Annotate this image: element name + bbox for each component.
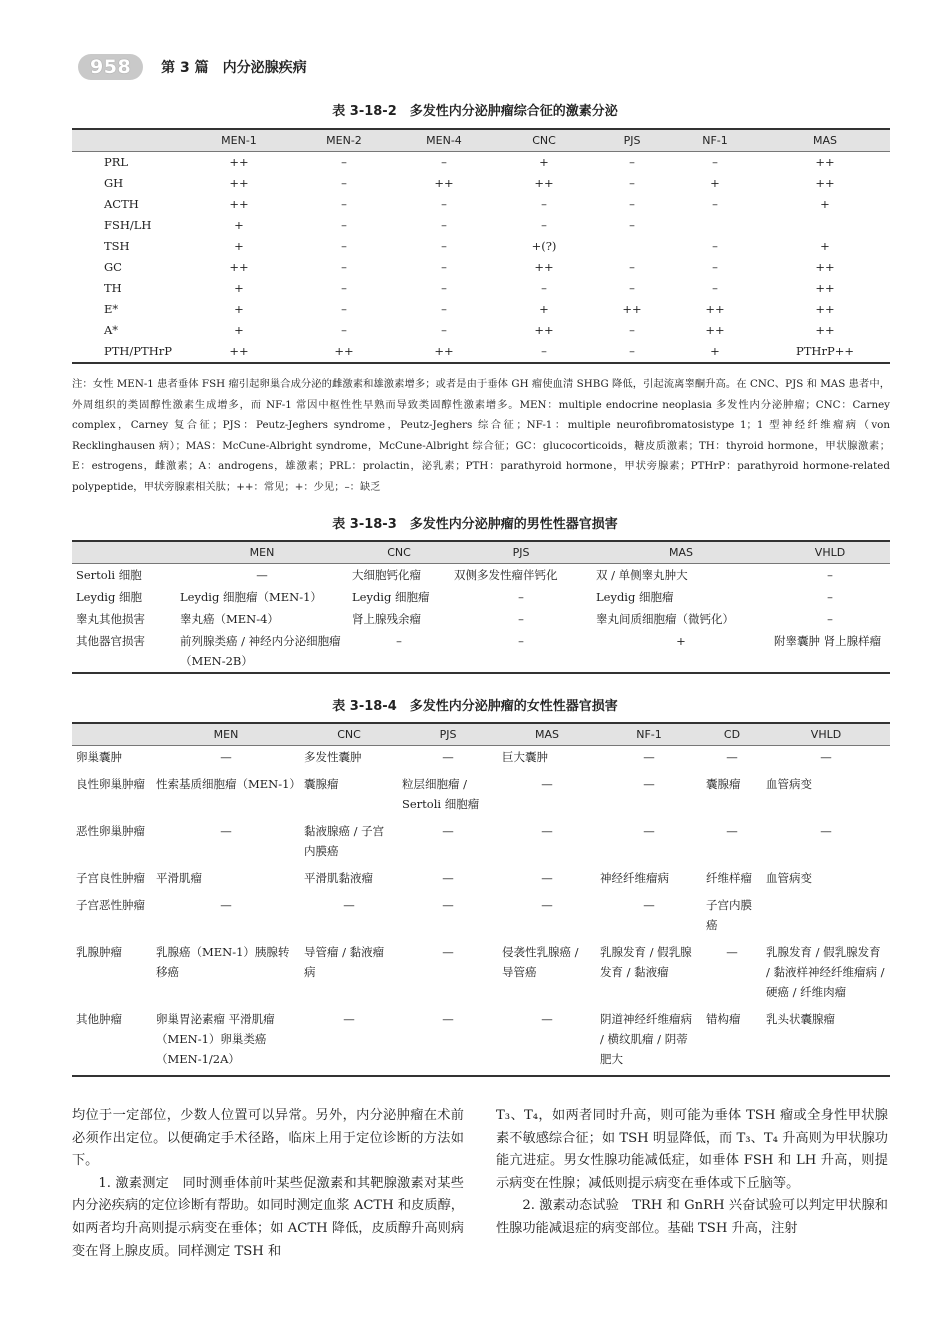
table-cell: – <box>629 218 635 232</box>
table-cell: ++ <box>434 176 454 190</box>
table-header-cell: MEN <box>176 541 348 564</box>
table-cell: 附睾囊肿 肾上腺样瘤 <box>770 630 890 673</box>
table-row <box>72 630 890 673</box>
table-cell: ++ <box>534 176 554 190</box>
table-cell: – <box>629 260 635 274</box>
row-label-cell: 其他器官损害 <box>72 630 176 673</box>
body-column-right <box>496 1105 888 1241</box>
body-paragraph: 1. 激素测定 同时测垂体前叶某些促激素和其靶腺激素对某些内分泌疾病的定位诊断有帮助。如同时测定血浆 ACTH 和皮质醇，如两者均升高则提示病变在垂体；如 ACTH 降低，皮质醇升高则病变在肾上腺皮质。同样测定 TSH 和 <box>72 1175 464 1259</box>
table-row <box>72 820 890 867</box>
table-row <box>72 867 890 894</box>
table-cell: + <box>539 155 549 169</box>
table2-title: 表 3-18-2 多发性内分泌肿瘤综合征的激素分泌 <box>332 104 618 119</box>
table-header-row <box>72 723 890 746</box>
table-cell: 错构瘤 <box>702 1008 762 1076</box>
table-cell: 多发性囊肿 <box>304 750 362 764</box>
table-cell: 性索基质细胞瘤（MEN-1） <box>156 777 301 791</box>
table-cell: 纤维样瘤 <box>706 871 752 885</box>
table-cell: ++ <box>705 323 725 337</box>
table-cell: — <box>541 871 553 885</box>
table3-title: 表 3-18-3 多发性内分泌肿瘤的男性性器官损害 <box>332 517 618 532</box>
table-cell: 肾上腺残余瘤 <box>352 612 421 626</box>
row-label-cell: PRL <box>104 155 129 169</box>
table-row <box>72 257 890 278</box>
table-cell: – <box>712 197 718 211</box>
table-cell: — <box>726 945 738 959</box>
row-label-cell: 睾丸其他损害 <box>76 612 145 626</box>
table-cell: 大细胞钙化瘤 <box>352 568 421 582</box>
row-label-cell: 恶性卵巢肿瘤 <box>76 824 145 838</box>
table-cell: — <box>398 1008 498 1076</box>
table-cell: Leydig 细胞瘤 <box>596 590 674 604</box>
table-cell: – <box>341 218 347 232</box>
table-header-cell: PJS <box>450 541 592 564</box>
table-cell: — <box>820 824 832 838</box>
table-cell: 卵巢胃泌素瘤 平滑肌瘤（MEN-1）卵巢类癌（MEN-1/2A） <box>152 1008 300 1076</box>
table-header-cell: CNC <box>348 541 450 564</box>
table-cell: – <box>629 197 635 211</box>
table-cell: — <box>220 750 232 764</box>
table-header-cell: CNC <box>300 723 398 746</box>
table-cell: + <box>820 239 830 253</box>
table-cell: – <box>341 155 347 169</box>
body-paragraph: 2. 激素动态试验 TRH 和 GnRH 兴奋试验可以判定甲状腺和性腺功能减退症的病变部位。基础 TSH 升高，注射 <box>496 1198 888 1236</box>
table-row <box>72 236 890 257</box>
table-cell: – <box>441 323 447 337</box>
table4-title: 表 3-18-4 多发性内分泌肿瘤的女性性器官损害 <box>332 699 618 714</box>
table-cell: — <box>643 777 655 791</box>
table-cell: – <box>712 260 718 274</box>
table-header-row <box>72 129 890 152</box>
table-cell: 巨大囊肿 <box>502 750 548 764</box>
table-cell: ++ <box>394 341 494 363</box>
table-cell: – <box>441 239 447 253</box>
table-header-cell: NF-1 <box>670 129 760 152</box>
table-body <box>72 564 890 674</box>
table-cell: 乳腺癌（MEN-1）胰腺转移癌 <box>156 945 290 979</box>
table-cell: ++ <box>815 176 835 190</box>
table-cell: — <box>220 898 232 912</box>
table-cell: ++ <box>705 302 725 316</box>
table-cell: – <box>518 590 524 604</box>
table-cell: — <box>442 871 454 885</box>
table-cell: – <box>629 323 635 337</box>
table-cell: – <box>441 197 447 211</box>
table-cell: – <box>518 612 524 626</box>
table-body <box>72 152 890 364</box>
table-cell: 子宫内膜癌 <box>706 898 752 932</box>
table-cell: — <box>726 824 738 838</box>
male-organ-damage-table <box>72 540 890 674</box>
table-cell: – <box>441 302 447 316</box>
table-cell: – <box>441 281 447 295</box>
table-row <box>72 278 890 299</box>
row-label-cell: A* <box>104 323 119 337</box>
table-cell: – <box>341 239 347 253</box>
table-cell <box>762 894 890 941</box>
table-header-cell: PJS <box>594 129 670 152</box>
table2-note: 注：女性 MEN-1 患者垂体 FSH 瘤引起卵巢合成分泌的雌激素和雄激素增多；或者是由于垂体 GH 瘤使血清 SHBG 降低，引起流离睾酮升高。在 CNC、PJS 和 MAS 患者中，外周组织的类固醇性激素生成增多，而 NF-1 常因中枢性性早熟而导致类固醇性激素增多。MEN：multiple endocrine neoplasia 多发性内分泌肿瘤；CNC：Carney complex，Carney 复合征；PJS：Peutz-Jeghers syndrome，Peutz-Jeghers 综合征；NF-1：multiple neurofibromatosistype 1；1 型神经纤维瘤病（von Recklinghausen 病）；MAS：McCune-Albright syndrome，McCune-Albright 综合征；GC：glucocorticoids，糖皮质激素；TH：thyroid hormone，甲状腺激素；E：estrogens，雌激素；A：androgens，雄激素；PRL：prolactin，泌乳素；PTH：parathyroid hormone，甲状旁腺素；PTHrP：parathyroid hormone-related polypeptide，甲状旁腺素相关肽；++：常见；+：少见；–：缺乏 <box>72 378 890 493</box>
running-head: 第 3 篇 内分泌腺疾病 <box>161 60 307 76</box>
row-label-cell: E* <box>104 302 119 316</box>
table-row <box>72 894 890 941</box>
table-row <box>72 941 890 1008</box>
row-label-cell: 良性卵巢肿瘤 <box>76 777 145 791</box>
table-cell: 阴道神经纤维瘤病 / 横纹肌瘤 / 阴蒂肥大 <box>596 1008 702 1076</box>
table-cell: ++ <box>534 323 554 337</box>
table-header-cell: CNC <box>494 129 594 152</box>
table-cell: – <box>450 630 592 673</box>
table-cell: 前列腺类癌 / 神经内分泌细胞瘤（MEN-2B） <box>176 630 348 673</box>
table-cell: – <box>712 281 718 295</box>
table-cell: – <box>594 341 670 363</box>
table-header-cell: MAS <box>498 723 596 746</box>
table-row <box>72 564 890 587</box>
table-cell: — <box>643 898 655 912</box>
table-cell: ++ <box>815 260 835 274</box>
table-cell: — <box>343 898 355 912</box>
table-cell: + <box>592 630 770 673</box>
table-cell: – <box>827 612 833 626</box>
table-cell: – <box>712 239 718 253</box>
table-cell: ++ <box>294 341 394 363</box>
table-cell: +(?) <box>531 239 557 253</box>
table-cell: 囊腺瘤 <box>304 777 339 791</box>
table-row <box>72 608 890 630</box>
page-number: 958 <box>78 54 143 80</box>
table-cell: — <box>256 568 268 582</box>
table-cell: + <box>820 197 830 211</box>
row-label-cell: GH <box>104 176 124 190</box>
table-cell: ++ <box>229 155 249 169</box>
table-cell: PTHrP++ <box>760 341 890 363</box>
table-header-cell: VHLD <box>762 723 890 746</box>
table-cell: – <box>541 197 547 211</box>
table-cell: 睾丸间质细胞瘤（微钙化） <box>596 612 734 626</box>
table-cell: — <box>541 777 553 791</box>
table-cell: 导管瘤 / 黏液瘤病 <box>304 945 385 979</box>
table-row <box>72 1008 890 1076</box>
table-cell: ++ <box>229 197 249 211</box>
table-cell: – <box>827 568 833 582</box>
body-paragraph: 均位于一定部位，少数人位置可以异常。另外，内分泌肿瘤在术前必须作出定位。以便确定手术径路，临床上用于定位诊断的方法如下。 <box>72 1108 464 1169</box>
table-header-cell: MEN-1 <box>184 129 294 152</box>
table-header-cell <box>72 129 184 152</box>
row-label-cell: Leydig 细胞 <box>76 590 142 604</box>
table-cell: — <box>220 824 232 838</box>
table-cell: – <box>441 260 447 274</box>
table-cell: ++ <box>815 302 835 316</box>
table-cell: Leydig 细胞瘤（MEN-1） <box>180 590 322 604</box>
female-organ-damage-table <box>72 722 890 1077</box>
table-cell: — <box>300 1008 398 1076</box>
table-cell: – <box>629 155 635 169</box>
body-column-left <box>72 1105 464 1263</box>
table-header-cell: MEN-2 <box>294 129 394 152</box>
table-cell: – <box>629 176 635 190</box>
table-cell: ++ <box>815 323 835 337</box>
table-cell: 囊腺瘤 <box>706 777 741 791</box>
table-cell: ++ <box>534 260 554 274</box>
table-cell: 平滑肌瘤 <box>156 871 202 885</box>
table-header-cell: MAS <box>760 129 890 152</box>
table-cell: — <box>442 750 454 764</box>
row-label-cell: TSH <box>104 239 130 253</box>
row-label-cell: 其他肿瘤 <box>72 1008 152 1076</box>
table-header-cell: CD <box>702 723 762 746</box>
row-label-cell: PTH/PTHrP <box>72 341 184 363</box>
table-row <box>72 773 890 820</box>
table-cell: 乳腺发育 / 假乳腺发育 / 黏液瘤 <box>600 945 692 979</box>
table-header-cell <box>72 723 152 746</box>
table-row <box>72 215 890 236</box>
page-header <box>78 52 307 82</box>
table-row <box>72 194 890 215</box>
table-cell: — <box>820 750 832 764</box>
table-cell: — <box>442 824 454 838</box>
table-row <box>72 320 890 341</box>
table-cell: ++ <box>229 176 249 190</box>
table-cell: — <box>442 945 454 959</box>
table-cell: 血管病变 <box>766 777 812 791</box>
table-cell: — <box>498 1008 596 1076</box>
table-cell: + <box>234 239 244 253</box>
hormone-secretion-table <box>72 128 890 364</box>
table-cell: – <box>441 218 447 232</box>
table-cell: 粒层细胞瘤 / Sertoli 细胞瘤 <box>402 777 480 811</box>
row-label-cell: Sertoli 细胞 <box>76 568 142 582</box>
table-cell: 平滑肌黏液瘤 <box>304 871 373 885</box>
table-cell: 神经纤维瘤病 <box>600 871 669 885</box>
table-row <box>72 746 890 774</box>
table-cell <box>670 215 760 236</box>
table-cell: + <box>234 218 244 232</box>
table-cell: 乳腺发育 / 假乳腺发育 / 黏液样神经纤维瘤病 / 硬癌 / 纤维肉瘤 <box>766 945 885 999</box>
table-cell: – <box>541 281 547 295</box>
row-label-cell: FSH/LH <box>104 218 152 232</box>
table-row <box>72 341 890 363</box>
table-header-row <box>72 541 890 564</box>
table-header-cell: VHLD <box>770 541 890 564</box>
table-cell: 双侧多发性瘤伴钙化 <box>454 568 558 582</box>
table-cell: 双 / 单侧睾丸肿大 <box>596 568 688 582</box>
table-cell: 血管病变 <box>766 871 812 885</box>
table-cell: – <box>827 590 833 604</box>
table-cell: ++ <box>622 302 642 316</box>
table-header-cell: MAS <box>592 541 770 564</box>
body-paragraph: T₃、T₄，如两者同时升高，则可能为垂体 TSH 瘤或全身性甲状腺素不敏感综合征；如 TSH 明显降低，而 T₃、T₄ 升高则为甲状腺功能亢进症。男女性腺功能减低症，如垂体 FSH 和 LH 升高，则提示病变在性腺；减低则提示病变在垂体或下丘脑等。 <box>496 1108 888 1191</box>
table-body <box>72 746 890 1077</box>
table-cell: – <box>541 218 547 232</box>
table-cell: – <box>348 630 450 673</box>
table-cell: 侵袭性乳腺癌 / 导管癌 <box>502 945 579 979</box>
table-cell: — <box>442 898 454 912</box>
table-cell: – <box>341 176 347 190</box>
table-row <box>72 586 890 608</box>
table-cell: ++ <box>184 341 294 363</box>
row-label-cell: ACTH <box>104 197 139 211</box>
table-cell: ++ <box>229 260 249 274</box>
table-cell: – <box>341 302 347 316</box>
table-cell: — <box>643 824 655 838</box>
table-header-cell: PJS <box>398 723 498 746</box>
table-cell: — <box>541 898 553 912</box>
table-cell: + <box>710 176 720 190</box>
table-header-cell: MEN <box>152 723 300 746</box>
table-cell: – <box>341 281 347 295</box>
table-cell: 黏液腺癌 / 子宫内膜癌 <box>304 824 385 858</box>
table-header-cell <box>72 541 176 564</box>
table-cell: – <box>494 341 594 363</box>
table-header-cell: NF-1 <box>596 723 702 746</box>
table-cell: 乳头状囊腺瘤 <box>762 1008 890 1076</box>
table-cell: + <box>234 323 244 337</box>
table-cell: + <box>539 302 549 316</box>
row-label-cell: 子宫恶性肿瘤 <box>76 898 145 912</box>
table-cell <box>760 215 890 236</box>
table-cell: + <box>234 302 244 316</box>
table-cell: Leydig 细胞瘤 <box>352 590 430 604</box>
table-cell: – <box>441 155 447 169</box>
row-label-cell: 卵巢囊肿 <box>76 750 122 764</box>
table-row <box>72 299 890 320</box>
table-cell: – <box>712 155 718 169</box>
row-label-cell: TH <box>104 281 122 295</box>
table-row <box>72 173 890 194</box>
row-label-cell: 子宫良性肿瘤 <box>76 871 145 885</box>
row-label-cell: GC <box>104 260 122 274</box>
table-cell: — <box>541 824 553 838</box>
table-cell: — <box>643 750 655 764</box>
table-cell: + <box>670 341 760 363</box>
table-cell: — <box>726 750 738 764</box>
table-cell: – <box>629 281 635 295</box>
table-row <box>72 152 890 174</box>
table-cell: – <box>341 323 347 337</box>
table-cell: + <box>234 281 244 295</box>
table-header-cell: MEN-4 <box>394 129 494 152</box>
table-cell: ++ <box>815 155 835 169</box>
row-label-cell: 乳腺肿瘤 <box>76 945 122 959</box>
table-cell: ++ <box>815 281 835 295</box>
table-cell <box>594 236 670 257</box>
table-cell: 睾丸癌（MEN-4） <box>180 612 279 626</box>
table-cell: – <box>341 260 347 274</box>
table-cell: – <box>341 197 347 211</box>
